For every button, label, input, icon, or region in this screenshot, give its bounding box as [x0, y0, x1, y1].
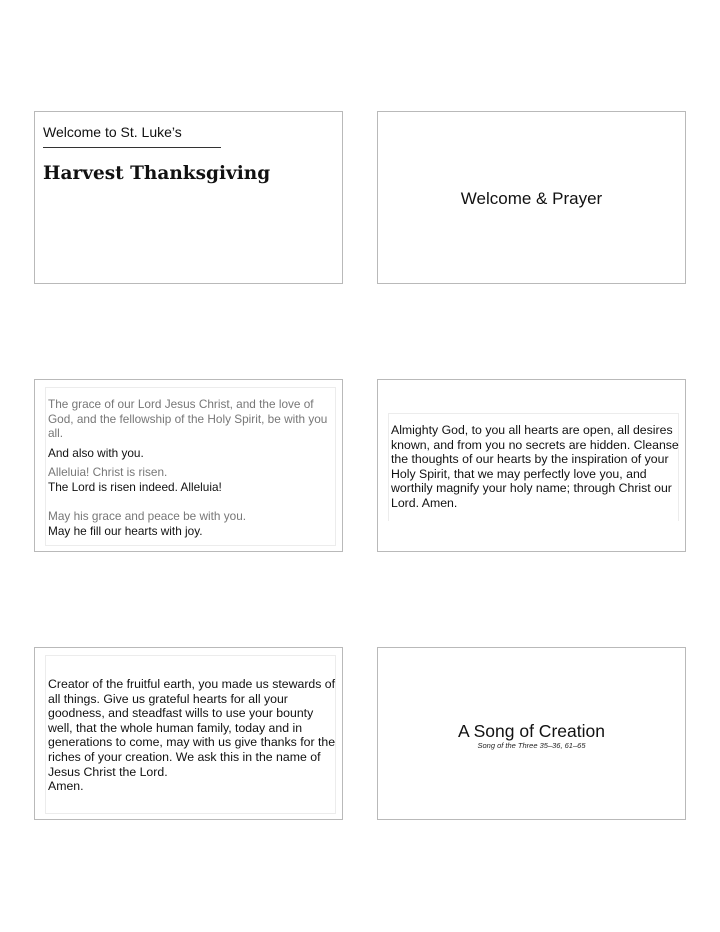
- title-divider: [43, 147, 221, 148]
- section-title: Welcome & Prayer: [460, 189, 603, 208]
- leader-greeting: The grace of our Lord Jesus Christ, and the love of God, and the fellowship of the Holy Spirit, be with you all.: [48, 397, 328, 440]
- people-response: The Lord is risen indeed. Alleluia!: [48, 480, 222, 494]
- slide-2[interactable]: [377, 111, 686, 284]
- prayer-body: Creator of the fruitful earth, you made us stewards of all things. Give us grateful hearts for all your goodness, and steadfast wills to use your bounty well, that the whole human family, today and in generations to come, may with us give thanks for the riches of your creation. We ask this in the name of Jesus Christ the Lord.: [48, 677, 336, 779]
- service-title: Harvest Thanksgiving: [43, 163, 271, 184]
- slide-6[interactable]: [377, 647, 686, 820]
- slide-3[interactable]: [34, 379, 343, 552]
- collect-for-purity: Almighty God, to you all hearts are open, all desires known, and from you no secrets are hidden. Cleanse the thoughts of our hearts by the inspiration of your Holy Spirit, that we may perfectly love you, and worthily magnify your holy name; through Christ our Lord. Amen.: [391, 423, 679, 510]
- leader-acclamation: Alleluia! Christ is risen.: [48, 465, 168, 479]
- harvest-prayer: [48, 677, 336, 794]
- leader-peace: May his grace and peace be with you.: [48, 509, 247, 523]
- song-title: A Song of Creation: [458, 721, 605, 741]
- slide-1[interactable]: [34, 111, 343, 284]
- welcome-text: Welcome to St. Luke’s: [43, 124, 182, 140]
- prayer-amen: Amen.: [48, 779, 84, 794]
- people-response: May he fill our hearts with joy.: [48, 524, 203, 538]
- slide-5[interactable]: [34, 647, 343, 820]
- song-reference: Song of the Three 35–36, 61–65: [477, 741, 586, 750]
- people-response: And also with you.: [48, 446, 144, 460]
- slide-4[interactable]: [377, 379, 686, 552]
